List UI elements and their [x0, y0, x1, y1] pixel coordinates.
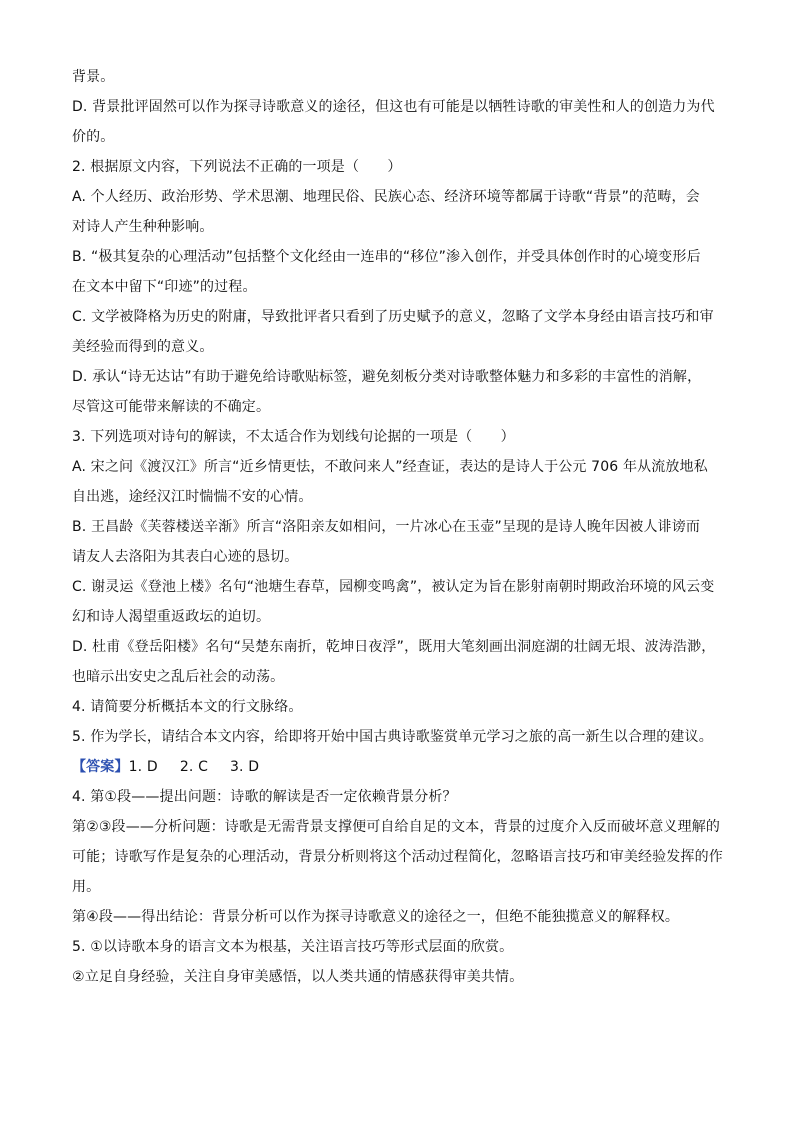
option-2c-line-1: C. 文学被降格为历史的附庸，导致批评者只看到了历史赋予的意义，忽略了文学本身经由语言技巧和审 — [72, 309, 714, 325]
answer-summary-line — [72, 752, 724, 782]
answer-4-line-1: 4. 第①段——提出问题：诗歌的解读是否一定依赖背景分析？ — [72, 789, 457, 805]
option-2b-line-1: B. “极其复杂的心理活动”包括整个文化经由一连串的“移位”渗入创作，并受具体创作时的心境变形后 — [72, 249, 701, 265]
option-2d-line-2: 尽管这可能带来解读的不确定。 — [72, 399, 271, 415]
answer-4-line-3: 可能；诗歌写作是复杂的心理活动，背景分析则将这个活动过程简化，忽略语言技巧和审美经验发挥的作 — [72, 849, 723, 865]
option-3b-line-1: B. 王昌龄《芙蓉楼送辛渐》所言“洛阳亲友如相问，一片冰心在玉壶”呈现的是诗人晚年因被人诽谤而 — [72, 519, 701, 535]
option-2c-line-2: 美经验而得到的意义。 — [72, 339, 214, 355]
answer-item: 3. D — [230, 759, 260, 775]
option-2b-line-2: 在文本中留下“印迹”的过程。 — [72, 279, 257, 295]
answer-tag: 【答案】 — [72, 759, 129, 775]
option-3d-line-1: D. 杜甫《登岳阳楼》名句“吴楚东南折，乾坤日夜浮”，既用大笔刻画出洞庭湖的壮阔无垠、波涛浩渺， — [72, 639, 716, 655]
answer-4-line-5: 第④段——得出结论：背景分析可以作为探寻诗歌意义的途径之一，但绝不能独揽意义的解释权。 — [72, 909, 679, 925]
option-2d-line-1: D. 承认“诗无达诂”有助于避免给诗歌贴标签，避免刻板分类对诗歌整体魅力和多彩的丰富性的消解， — [72, 369, 702, 385]
option-3c-line-1: C. 谢灵运《登池上楼》名句“池塘生春草，园柳变鸣禽”，被认定为旨在影射南朝时期政治环境的风云变 — [72, 579, 715, 595]
option-2a-line-1: A. 个人经历、政治形势、学术思潮、地理民俗、民族心态、经济环境等都属于诗歌“背景”的范畴，会 — [72, 189, 700, 205]
answer-4-line-4: 用。 — [72, 879, 101, 895]
option-3b-line-2: 请友人去洛阳为其表白心迹的恳切。 — [72, 549, 299, 565]
document-body — [72, 62, 724, 992]
answer-5-line-2: ②立足自身经验，关注自身审美感悟，以人类共通的情感获得审美共情。 — [72, 969, 524, 985]
option-3c-line-2: 幻和诗人渴望重返政坛的迫切。 — [72, 609, 271, 625]
question-5-stem: 5. 作为学长，请结合本文内容，给即将开始中国古典诗歌鉴赏单元学习之旅的高一新生以合理的建议。 — [72, 729, 713, 745]
answer-4-line-2: 第②③段——分析问题：诗歌是无需背景支撑便可自给自足的文本，背景的过度介入反而破坏意义理解的 — [72, 819, 720, 835]
text-line: D. 背景批评固然可以作为探寻诗歌意义的途径，但这也有可能是以牺牲诗歌的审美性和人的创造力为代 — [72, 99, 715, 115]
answer-item: 2. C — [179, 759, 208, 775]
option-3d-line-2: 也暗示出安史之乱后社会的动荡。 — [72, 669, 285, 685]
answer-item: 1. D — [128, 759, 158, 775]
question-2-stem: 2. 根据原文内容，下列说法不正确的一项是（ ） — [72, 159, 402, 175]
question-4-stem: 4. 请简要分析概括本文的行文脉络。 — [72, 699, 303, 715]
question-3-stem: 3. 下列选项对诗句的解读，不太适合作为划线句论据的一项是（ ） — [72, 429, 515, 445]
option-3a-line-2: 自出逃，途经汉江时惴惴不安的心情。 — [72, 489, 313, 505]
option-2a-line-2: 对诗人产生种种影响。 — [72, 219, 214, 235]
text-line: 背景。 — [72, 69, 115, 85]
text-line: 价的。 — [72, 129, 115, 145]
option-3a-line-1: A. 宋之问《渡汉江》所言“近乡情更怯，不敢问来人”经查证，表达的是诗人于公元 706 年从流放地私 — [72, 459, 708, 475]
answer-5-line-1: 5. ①以诗歌本身的语言文本为根基，关注语言技巧等形式层面的欣赏。 — [72, 939, 514, 955]
